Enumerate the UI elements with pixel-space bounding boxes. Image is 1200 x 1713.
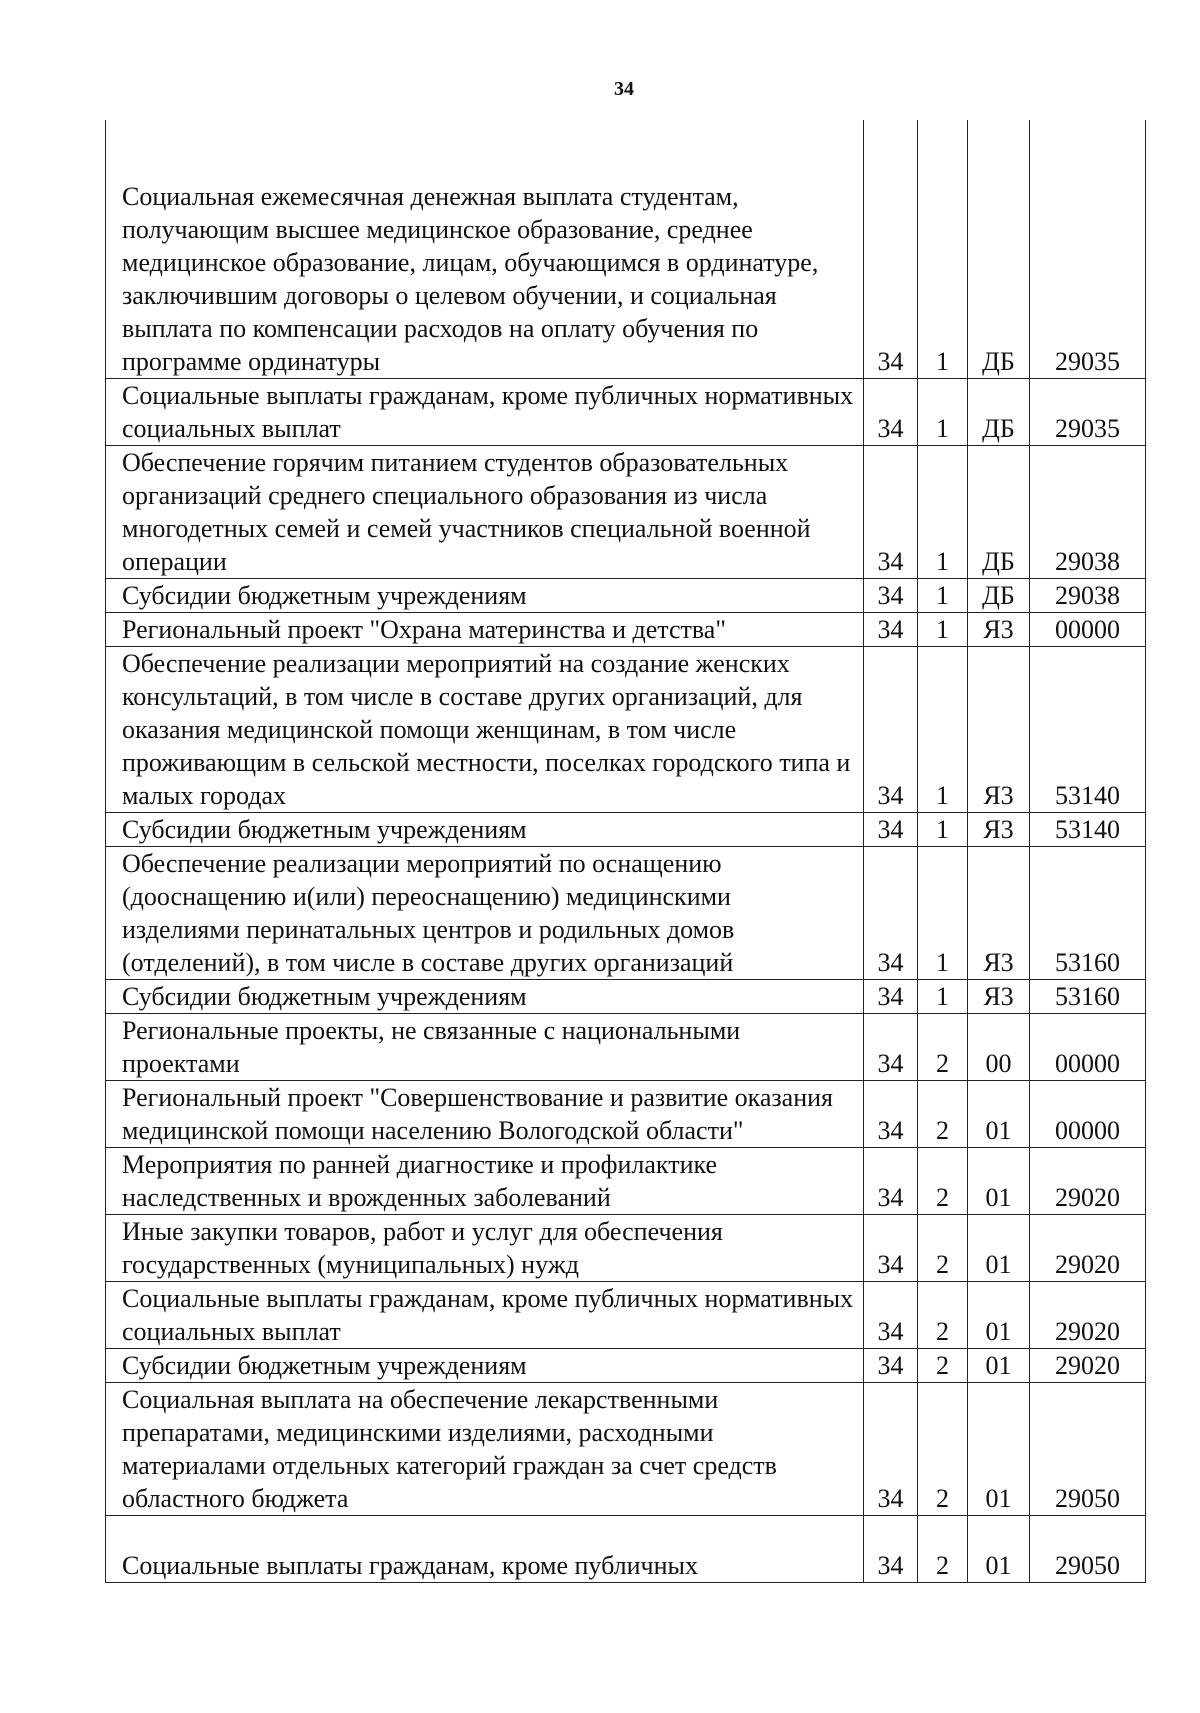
code-ministry: 34 <box>864 446 918 579</box>
code-program-type: 2 <box>918 1148 968 1215</box>
row-name: Обеспечение горячим питанием студентов образовательных организаций среднего специального образования из числа многодетных семей и семей участников специальной военной операции <box>106 446 864 579</box>
row-name: Социальные выплаты гражданам, кроме публичных нормативных социальных выплат <box>106 1282 864 1349</box>
code-direction: 29038 <box>1030 446 1146 579</box>
code-direction: 29020 <box>1030 1349 1146 1383</box>
code-structural-element: Я3 <box>968 980 1030 1014</box>
row-name: Региональный проект "Совершенствование и развитие оказания медицинской помощи населению Вологодской области" <box>106 1081 864 1148</box>
code-ministry: 34 <box>864 180 918 379</box>
code-program-type: 1 <box>918 813 968 847</box>
code-program-type: 2 <box>918 1282 968 1349</box>
code-ministry: 34 <box>864 1383 918 1516</box>
code-structural-element: 01 <box>968 1148 1030 1215</box>
code-direction: 29035 <box>1030 180 1146 379</box>
code-direction: 29020 <box>1030 1215 1146 1282</box>
code-structural-element: Я3 <box>968 813 1030 847</box>
table-row <box>106 1014 1146 1081</box>
code-direction: 29020 <box>1030 1148 1146 1215</box>
row-name: Региональный проект "Охрана материнства и детства" <box>106 613 864 647</box>
row-name: Субсидии бюджетным учреждениям <box>106 980 864 1014</box>
code-structural-element: 01 <box>968 1215 1030 1282</box>
code-program-type: 2 <box>918 1349 968 1383</box>
table-row <box>106 813 1146 847</box>
row-name: Субсидии бюджетным учреждениям <box>106 1349 864 1383</box>
row-name: Обеспечение реализации мероприятий по оснащению (дооснащению и(или) переоснащению) медицинскими изделиями перинатальных центров и родильных домов (отделений), в том числе в составе других организаций <box>106 847 864 980</box>
code-ministry: 34 <box>864 647 918 813</box>
table-row <box>106 613 1146 647</box>
row-name: Субсидии бюджетным учреждениям <box>106 579 864 613</box>
code-direction: 53160 <box>1030 847 1146 980</box>
row-name: Иные закупки товаров, работ и услуг для обеспечения государственных (муниципальных) нужд <box>106 1215 864 1282</box>
code-direction: 29050 <box>1030 1383 1146 1516</box>
code-structural-element: Я3 <box>968 613 1030 647</box>
code-ministry: 34 <box>864 813 918 847</box>
code-program-type: 1 <box>918 980 968 1014</box>
code-program-type: 2 <box>918 1516 968 1583</box>
code-structural-element: Я3 <box>968 847 1030 980</box>
code-program-type: 1 <box>918 613 968 647</box>
code-ministry: 34 <box>864 1215 918 1282</box>
code-program-type: 1 <box>918 180 968 379</box>
row-name: Мероприятия по ранней диагностике и профилактике наследственных и врожденных заболеваний <box>106 1148 864 1215</box>
code-program-type: 1 <box>918 647 968 813</box>
code-structural-element: ДБ <box>968 379 1030 446</box>
code-ministry: 34 <box>864 1148 918 1215</box>
code-structural-element: ДБ <box>968 579 1030 613</box>
code-direction: 29035 <box>1030 379 1146 446</box>
code-structural-element: 01 <box>968 1282 1030 1349</box>
table-row <box>106 579 1146 613</box>
table-row <box>106 1516 1146 1583</box>
table-row <box>106 180 1146 379</box>
code-program-type: 2 <box>918 1383 968 1516</box>
code-program-type: 1 <box>918 847 968 980</box>
table-row <box>106 1081 1146 1148</box>
row-name: Обеспечение реализации мероприятий на создание женских консультаций, в том числе в составе других организаций, для оказания медицинской помощи женщинам, в том числе проживающим в сельской местности, поселках городского типа и малых городах <box>106 647 864 813</box>
code-ministry: 34 <box>864 980 918 1014</box>
table-row <box>106 1215 1146 1282</box>
row-name: Социальные выплаты гражданам, кроме публичных нормативных социальных выплат <box>106 379 864 446</box>
code-ministry: 34 <box>864 1349 918 1383</box>
code-ministry: 34 <box>864 579 918 613</box>
code-ministry: 34 <box>864 613 918 647</box>
code-ministry: 34 <box>864 379 918 446</box>
budget-classification-table <box>105 120 1146 1583</box>
code-direction: 29038 <box>1030 579 1146 613</box>
table-row <box>106 1349 1146 1383</box>
code-direction: 00000 <box>1030 613 1146 647</box>
code-direction: 00000 <box>1030 1081 1146 1148</box>
code-direction: 53140 <box>1030 647 1146 813</box>
row-name: Социальная ежемесячная денежная выплата студентам, получающим высшее медицинское образование, среднее медицинское образование, лицам, обучающимся в ординатуре, заключившим договоры о целевом обучении, и социальная выплата по компенсации расходов на оплату обучения по программе ординатуры <box>106 180 864 379</box>
table-row <box>106 847 1146 980</box>
row-name: Региональные проекты, не связанные с национальными проектами <box>106 1014 864 1081</box>
table-row <box>106 1148 1146 1215</box>
code-ministry: 34 <box>864 1081 918 1148</box>
code-program-type: 2 <box>918 1215 968 1282</box>
row-name: Субсидии бюджетным учреждениям <box>106 813 864 847</box>
table-row <box>106 379 1146 446</box>
code-direction: 53140 <box>1030 813 1146 847</box>
code-direction: 29050 <box>1030 1516 1146 1583</box>
row-name: Социальные выплаты гражданам, кроме публичных <box>106 1516 864 1583</box>
table-row <box>106 1282 1146 1349</box>
code-structural-element: 01 <box>968 1516 1030 1583</box>
table-row <box>106 1383 1146 1516</box>
code-structural-element: 00 <box>968 1014 1030 1081</box>
code-structural-element: 01 <box>968 1081 1030 1148</box>
code-program-type: 2 <box>918 1081 968 1148</box>
code-ministry: 34 <box>864 1014 918 1081</box>
code-direction: 53160 <box>1030 980 1146 1014</box>
page-number: 34 <box>614 78 634 100</box>
row-name: Социальная выплата на обеспечение лекарственными препаратами, медицинскими изделиями, расходными материалами отдельных категорий граждан за счет средств областного бюджета <box>106 1383 864 1516</box>
table-row <box>106 446 1146 579</box>
code-program-type: 2 <box>918 1014 968 1081</box>
code-structural-element: 01 <box>968 1383 1030 1516</box>
code-structural-element: Я3 <box>968 647 1030 813</box>
code-structural-element: 01 <box>968 1349 1030 1383</box>
code-ministry: 34 <box>864 847 918 980</box>
code-direction: 29020 <box>1030 1282 1146 1349</box>
code-direction: 00000 <box>1030 1014 1146 1081</box>
table-row <box>106 647 1146 813</box>
code-program-type: 1 <box>918 579 968 613</box>
table-row <box>106 980 1146 1014</box>
table-top-spacer <box>106 120 1146 180</box>
code-structural-element: ДБ <box>968 446 1030 579</box>
code-program-type: 1 <box>918 379 968 446</box>
code-ministry: 34 <box>864 1516 918 1583</box>
code-program-type: 1 <box>918 446 968 579</box>
code-ministry: 34 <box>864 1282 918 1349</box>
code-structural-element: ДБ <box>968 180 1030 379</box>
